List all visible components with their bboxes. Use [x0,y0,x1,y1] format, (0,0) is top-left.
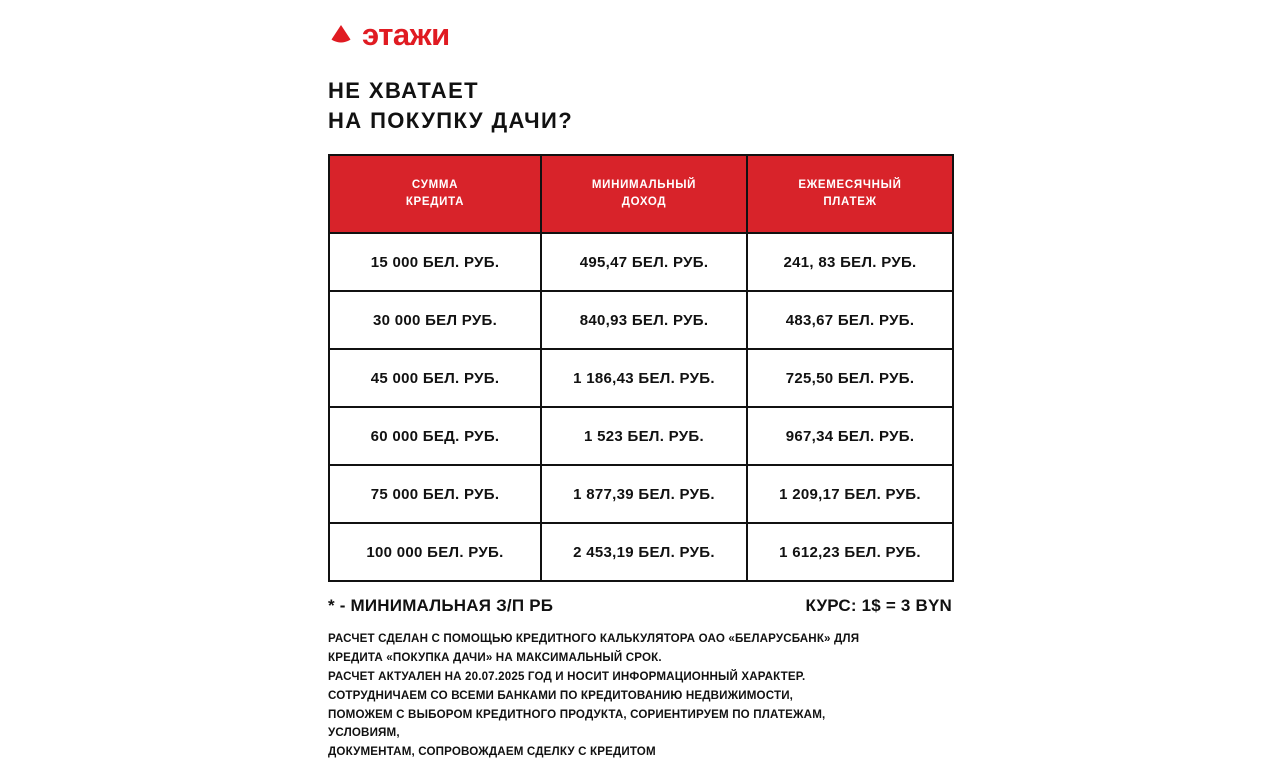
table-row [329,523,953,581]
cell-income: 1 523 БЕЛ. РУБ. [541,407,747,465]
cell-payment: 725,50 БЕЛ. РУБ. [747,349,953,407]
page-title [328,76,952,135]
column-header-amount-line-2: КРЕДИТА [405,196,465,209]
table-row [329,349,953,407]
notes-row [328,596,952,616]
cell-payment: 241, 83 БЕЛ. РУБ. [747,233,953,291]
column-header-income-line-1: МИНИМАЛЬНЫЙ [591,178,697,191]
table-row [329,407,953,465]
note-minimum-salary: * - МИНИМАЛЬНАЯ З/П РБ [328,596,554,616]
table-row [329,465,953,523]
cell-amount: 15 000 БЕЛ. РУБ. [329,233,541,291]
cell-payment: 1 209,17 БЕЛ. РУБ. [747,465,953,523]
column-header-amount [329,155,541,233]
cell-payment: 1 612,23 БЕЛ. РУБ. [747,523,953,581]
fineprint-line-4: СОТРУДНИЧАЕМ СО ВСЕМИ БАНКАМИ ПО КРЕДИТОВАНИЮ НЕДВИЖИМОСТИ, [328,688,794,702]
cell-income: 840,93 БЕЛ. РУБ. [541,291,747,349]
cell-income: 1 877,39 БЕЛ. РУБ. [541,465,747,523]
page-title-line-2: НА ПОКУПКУ ДАЧИ? [328,107,574,133]
table-body [329,233,953,581]
column-header-income-line-2: ДОХОД [621,196,667,209]
table-header-row [329,155,953,233]
fineprint-line-6: УСЛОВИЯМ, [328,726,400,740]
fineprint-block [328,630,952,761]
fineprint-line-1: РАСЧЕТ СДЕЛАН С ПОМОЩЬЮ КРЕДИТНОГО КАЛЬКУЛЯТОРА ОАО «БЕЛАРУСБАНК» ДЛЯ [328,632,860,646]
brand-name: этажи [362,16,450,52]
column-header-income [541,155,747,233]
brand-logo [328,14,952,54]
cell-payment: 967,34 БЕЛ. РУБ. [747,407,953,465]
table-row [329,233,953,291]
credit-table [328,154,954,582]
cell-income: 1 186,43 БЕЛ. РУБ. [541,349,747,407]
column-header-payment-line-2: ПЛАТЕЖ [823,196,877,209]
cell-income: 2 453,19 БЕЛ. РУБ. [541,523,747,581]
note-exchange-rate: КУРС: 1$ = 3 BYN [805,596,952,616]
column-header-payment [747,155,953,233]
page-title-line-1: НЕ ХВАТАЕТ [328,78,479,103]
table-header [329,155,953,233]
cell-amount: 60 000 БЕД. РУБ. [329,407,541,465]
fineprint-line-7: ДОКУМЕНТАМ, СОПРОВОЖДАЕМ СДЕЛКУ С КРЕДИТОМ [328,745,656,759]
fineprint-line-3: РАСЧЕТ АКТУАЛЕН НА 20.07.2025 ГОД И НОСИТ ИНФОРМАЦИОННЫЙ ХАРАКТЕР. [328,669,806,683]
column-header-payment-line-1: ЕЖЕМЕСЯЧНЫЙ [798,178,902,191]
fineprint-line-5: ПОМОЖЕМ С ВЫБОРОМ КРЕДИТНОГО ПРОДУКТА, СОРИЕНТИРУЕМ ПО ПЛАТЕЖАМ, [328,707,826,721]
column-header-amount-line-1: СУММА [411,178,459,191]
cell-amount: 45 000 БЕЛ. РУБ. [329,349,541,407]
cell-amount: 100 000 БЕЛ. РУБ. [329,523,541,581]
house-roof-icon [328,21,354,47]
cell-amount: 30 000 БЕЛ РУБ. [329,291,541,349]
fineprint-line-2: КРЕДИТА «ПОКУПКА ДАЧИ» НА МАКСИМАЛЬНЫЙ СРОК. [328,651,662,665]
cell-payment: 483,67 БЕЛ. РУБ. [747,291,953,349]
cell-amount: 75 000 БЕЛ. РУБ. [329,465,541,523]
table-row [329,291,953,349]
cell-income: 495,47 БЕЛ. РУБ. [541,233,747,291]
content-column [328,14,952,762]
